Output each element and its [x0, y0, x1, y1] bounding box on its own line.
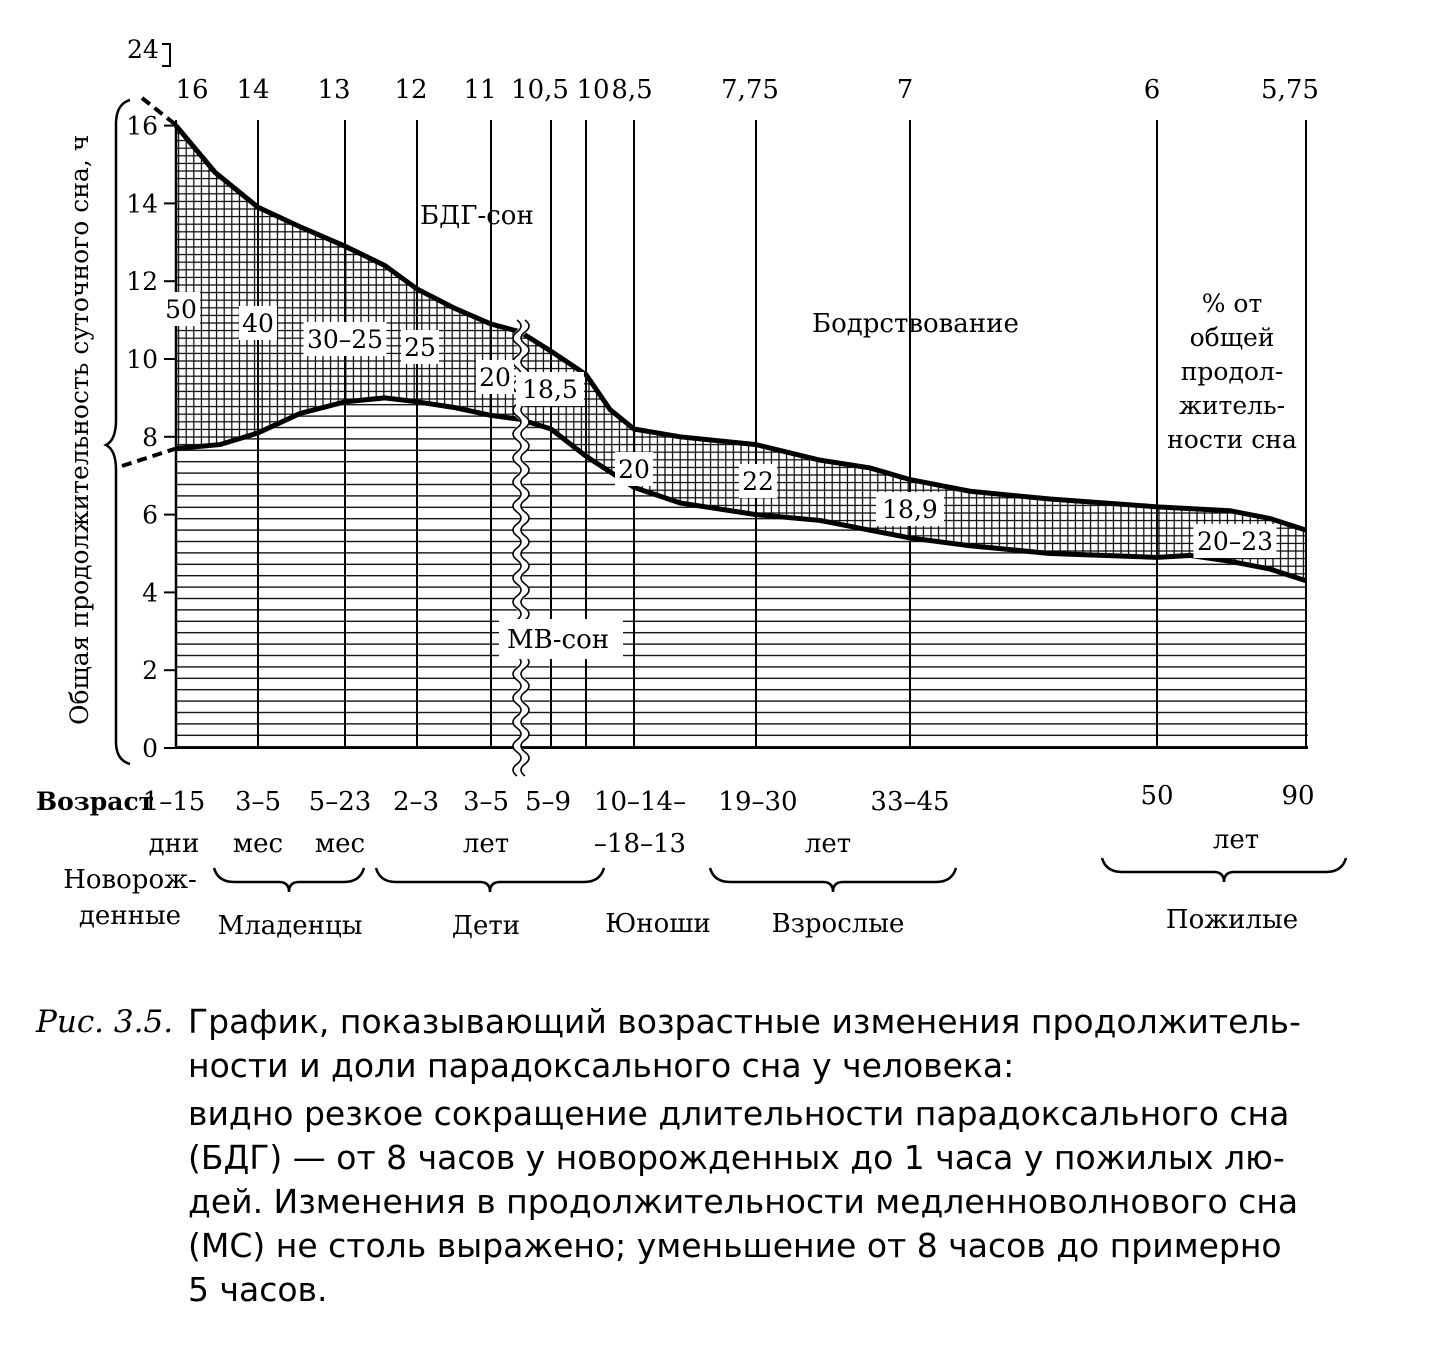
total-sleep-label: 6 [1143, 75, 1161, 105]
caption-line: (МС) не столь выражено; уменьшение от 8 часов до примерно [188, 1226, 1282, 1265]
total-sleep-label: 11 [463, 75, 497, 105]
group-brace [1102, 858, 1346, 882]
y-tick-label: 10 [126, 345, 158, 374]
age-label: 5–9 [524, 787, 572, 817]
region-label-nrem: МВ-сон [507, 625, 610, 655]
rem-percent-label: 20–23 [1196, 527, 1274, 556]
age-unit-label: лет [804, 829, 852, 859]
caption-line: График, показывающий возрастные изменения продолжитель- [188, 1002, 1301, 1041]
percent-note [1167, 289, 1297, 454]
age-label: 3–5 [462, 787, 510, 817]
age-unit-label: лет [462, 829, 510, 859]
caption-line: дей. Изменения в продолжительности медленноволнового сна [188, 1182, 1299, 1221]
total-sleep-label: 8,5 [611, 75, 653, 105]
y-axis [106, 35, 176, 764]
y-tick-label: 4 [142, 578, 158, 608]
rem-percent-label: 40 [242, 309, 274, 338]
rem-percent-label: 18,9 [882, 495, 938, 524]
age-label: 1–15 [142, 787, 206, 817]
y-tick-label: 6 [142, 500, 158, 530]
group-brace [710, 868, 956, 892]
age-unit-label: лет [1212, 825, 1260, 855]
y-top-label: 24 [127, 35, 159, 64]
caption-label: Рис. 3.5. [36, 1004, 174, 1040]
rem-percent-label: 18,5 [522, 375, 578, 404]
rem-percent-label: 20 [618, 455, 650, 484]
rem-percent-label: 50 [165, 295, 197, 324]
y-top-bracket [162, 44, 170, 66]
caption-line: видно резкое сокращение длительности парадоксального сна [188, 1094, 1290, 1133]
age-group-label: денные [78, 901, 182, 931]
group-brace [214, 868, 364, 892]
percent-note-line: ности сна [1167, 425, 1297, 454]
age-unit-label: мес [314, 829, 366, 859]
caption-line: 5 часов. [188, 1270, 328, 1309]
age-label: 90 [1281, 781, 1315, 811]
age-group-label: Младенцы [217, 911, 363, 941]
percent-note-line: житель- [1178, 391, 1286, 420]
age-label: 10–14– [593, 787, 687, 817]
region-label-wake: Бодрствование [812, 309, 1019, 339]
age-label: 2–3 [392, 787, 440, 817]
age-label: 33–45 [870, 787, 950, 817]
percent-note-line: продол- [1180, 357, 1284, 386]
age-group-label: Пожилые [1165, 905, 1299, 935]
total-sleep-label: 10 [576, 75, 610, 105]
total-sleep-label: 7 [896, 75, 914, 105]
y-tick-label: 8 [142, 422, 158, 452]
total-sleep-label: 10,5 [511, 75, 569, 105]
y-tick-label: 0 [142, 734, 158, 763]
caption-line: (БДГ) — от 8 часов у новорожденных до 1 часа у пожилых лю- [188, 1138, 1285, 1177]
total-sleep-label: 16 [175, 75, 209, 105]
age-label: –18–13 [593, 829, 687, 859]
total-sleep-labels [175, 75, 1318, 105]
age-group-label: Взрослые [771, 909, 905, 939]
age-labels [143, 781, 1315, 859]
age-label: 3–5 [234, 787, 282, 817]
total-sleep-label: 7,75 [721, 75, 779, 105]
y-tick-label: 14 [126, 189, 158, 219]
percent-note-line: общей [1189, 323, 1275, 352]
y-tick-label: 16 [126, 111, 158, 141]
total-sleep-label: 5,75 [1261, 75, 1319, 105]
age-row-label: Возраст [36, 787, 155, 816]
rem-percent-label: 22 [742, 467, 774, 496]
age-label: 5–23 [308, 787, 372, 817]
total-sleep-label: 14 [236, 75, 270, 105]
rem-percent-label: 25 [404, 333, 436, 362]
group-brace [376, 868, 604, 892]
age-group-label: Дети [451, 911, 521, 941]
age-group-braces [63, 858, 1346, 941]
age-group-label: Новорож- [63, 865, 197, 895]
rem-percent-label: 20 [479, 363, 511, 392]
total-sleep-label: 12 [394, 75, 428, 105]
age-group-label: Юноши [605, 909, 711, 939]
age-unit-label: мес [232, 829, 284, 859]
rem-percent-label: 30–25 [306, 325, 384, 354]
total-sleep-label: 13 [317, 75, 351, 105]
age-unit-label: дни [148, 829, 200, 859]
age-label: 19–30 [718, 787, 798, 817]
y-tick-label: 2 [142, 656, 158, 686]
age-label: 50 [1140, 781, 1174, 811]
region-label-rem: БДГ-сон [420, 201, 534, 231]
percent-note-line: % от [1201, 289, 1263, 318]
y-tick-label: 12 [126, 267, 158, 297]
caption-line: ности и доли парадоксального сна у человека: [188, 1046, 1015, 1085]
y-axis-title: Общая продолжительность суточного сна, ч [65, 134, 94, 725]
